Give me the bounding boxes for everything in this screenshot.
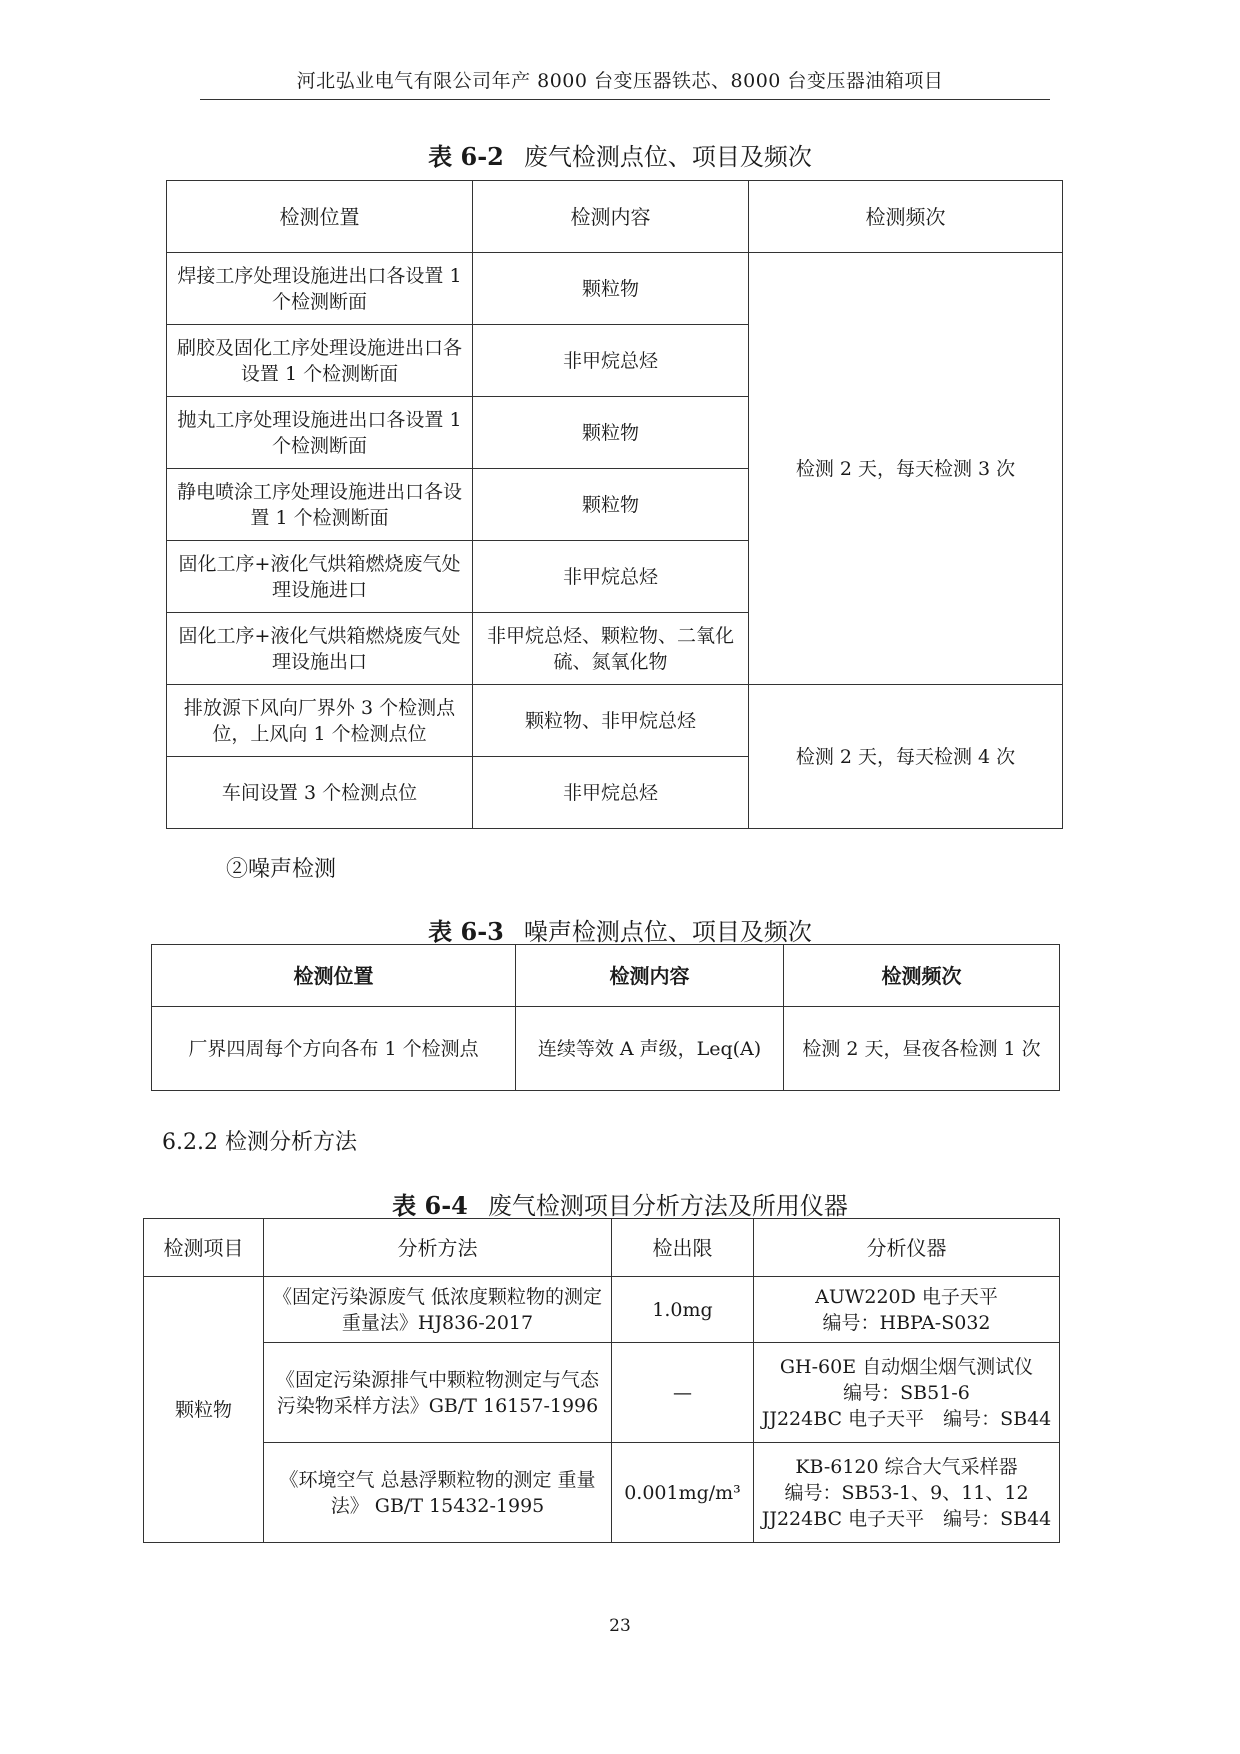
table-6-4-title: 废气检测项目分析方法及所用仪器 — [487, 1192, 848, 1220]
table-cell-content: 非甲烷总烃 — [473, 757, 749, 829]
instrument-line: GH-60E 自动烟尘烟气测试仪 — [779, 1355, 1034, 1378]
table-6-2 — [166, 180, 1063, 829]
table-cell-item: 颗粒物 — [144, 1277, 264, 1543]
table-6-2-caption — [0, 137, 1240, 172]
table-row — [144, 1343, 1060, 1443]
page-header: 河北弘业电气有限公司年产 8000 台变压器铁芯、8000 台变压器油箱项目 — [296, 70, 944, 92]
table-header-cell: 检测内容 — [473, 181, 749, 253]
table-cell-content: 非甲烷总烃、颗粒物、二氧化硫、氮氧化物 — [473, 613, 749, 685]
table-row — [144, 1219, 1060, 1277]
section-6-2-2-heading: 6.2.2 检测分析方法 — [162, 1130, 357, 1155]
instrument-line: JJ224BC 电子天平 编号：SB44 — [761, 1507, 1052, 1530]
table-cell-frequency: 检测 2 天，每天检测 4 次 — [749, 685, 1063, 829]
instrument-line: JJ224BC 电子天平 编号：SB44 — [761, 1407, 1052, 1430]
table-6-3-number: 表 6-3 — [428, 917, 504, 946]
table-6-2-number: 表 6-2 — [428, 142, 504, 171]
page-number: 23 — [609, 1616, 631, 1636]
table-cell-limit: 1.0mg — [612, 1277, 754, 1343]
table-cell-content: 非甲烷总烃 — [473, 325, 749, 397]
table-6-4-caption — [0, 1186, 1240, 1221]
table-cell-limit: 0.001mg/m³ — [612, 1443, 754, 1543]
table-row — [167, 253, 1063, 325]
noise-section-heading: ②噪声检测 — [226, 857, 337, 882]
table-header-cell: 检测频次 — [784, 945, 1060, 1007]
table-cell-limit: — — [612, 1343, 754, 1443]
table-cell-position: 固化工序+液化气烘箱燃烧废气处理设施进口 — [167, 541, 473, 613]
table-header-cell: 检测项目 — [144, 1219, 264, 1277]
table-header-cell: 检测频次 — [749, 181, 1063, 253]
table-header-cell: 检测内容 — [516, 945, 784, 1007]
instrument-line: AUW220D 电子天平 — [815, 1285, 998, 1308]
table-row — [167, 181, 1063, 253]
table-cell-method: 《环境空气 总悬浮颗粒物的测定 重量法》 GB/T 15432-1995 — [264, 1443, 612, 1543]
table-cell-position: 焊接工序处理设施进出口各设置 1 个检测断面 — [167, 253, 473, 325]
table-header-cell: 分析方法 — [264, 1219, 612, 1277]
table-cell-method: 《固定污染源废气 低浓度颗粒物的测定 重量法》HJ836-2017 — [264, 1277, 612, 1343]
table-cell-position: 固化工序+液化气烘箱燃烧废气处理设施出口 — [167, 613, 473, 685]
table-cell-position: 排放源下风向厂界外 3 个检测点位，上风向 1 个检测点位 — [167, 685, 473, 757]
table-row — [152, 945, 1060, 1007]
table-row — [152, 1007, 1060, 1091]
table-cell-content: 颗粒物、非甲烷总烃 — [473, 685, 749, 757]
table-header-cell: 检测位置 — [152, 945, 516, 1007]
table-cell-content: 颗粒物 — [473, 469, 749, 541]
table-6-3-title: 噪声检测点位、项目及频次 — [523, 918, 812, 946]
table-row — [144, 1443, 1060, 1543]
table-header-cell: 检出限 — [612, 1219, 754, 1277]
table-cell-instrument — [754, 1277, 1060, 1343]
header-rule — [200, 99, 1050, 100]
instrument-line: 编号：HBPA-S032 — [822, 1311, 991, 1334]
table-row — [144, 1277, 1060, 1343]
table-cell-position: 车间设置 3 个检测点位 — [167, 757, 473, 829]
table-row — [167, 685, 1063, 757]
table-cell-frequency: 检测 2 天，昼夜各检测 1 次 — [784, 1007, 1060, 1091]
table-6-3 — [151, 944, 1060, 1091]
instrument-line: 编号：SB53-1、9、11、12 — [784, 1481, 1029, 1504]
table-cell-content: 颗粒物 — [473, 397, 749, 469]
table-6-4 — [143, 1218, 1060, 1543]
table-cell-position: 厂界四周每个方向各布 1 个检测点 — [152, 1007, 516, 1091]
table-cell-instrument — [754, 1443, 1060, 1543]
table-cell-frequency: 检测 2 天，每天检测 3 次 — [749, 253, 1063, 685]
instrument-line: 编号：SB51-6 — [843, 1381, 970, 1404]
instrument-line: KB-6120 综合大气采样器 — [795, 1455, 1018, 1478]
table-6-2-title: 废气检测点位、项目及频次 — [523, 143, 812, 171]
table-6-4-number: 表 6-4 — [392, 1191, 468, 1220]
table-cell-position: 抛丸工序处理设施进出口各设置 1 个检测断面 — [167, 397, 473, 469]
table-6-3-caption — [0, 912, 1240, 947]
table-cell-content: 连续等效 A 声级，Leq(A) — [516, 1007, 784, 1091]
table-cell-content: 颗粒物 — [473, 253, 749, 325]
table-cell-instrument — [754, 1343, 1060, 1443]
table-header-cell: 分析仪器 — [754, 1219, 1060, 1277]
table-cell-position: 刷胶及固化工序处理设施进出口各设置 1 个检测断面 — [167, 325, 473, 397]
table-cell-content: 非甲烷总烃 — [473, 541, 749, 613]
table-cell-position: 静电喷涂工序处理设施进出口各设置 1 个检测断面 — [167, 469, 473, 541]
table-cell-method: 《固定污染源排气中颗粒物测定与气态污染物采样方法》GB/T 16157-1996 — [264, 1343, 612, 1443]
table-header-cell: 检测位置 — [167, 181, 473, 253]
